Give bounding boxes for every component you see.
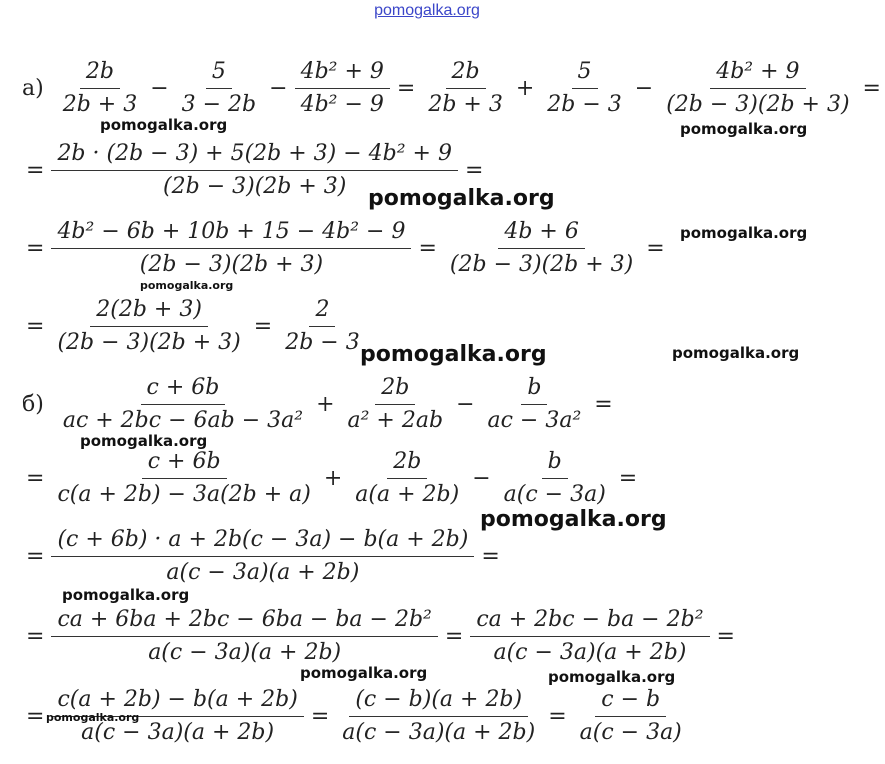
denominator: a(c − 3a) bbox=[503, 481, 606, 507]
fraction bbox=[342, 374, 450, 435]
fraction bbox=[336, 686, 541, 747]
fraction bbox=[279, 296, 366, 357]
operator: + bbox=[323, 465, 343, 491]
numerator: ca + 2bc − ba − 2b² bbox=[470, 606, 709, 637]
watermark: pomogalka.org bbox=[300, 664, 428, 682]
fraction bbox=[51, 218, 411, 279]
numerator: 2(2b + 3) bbox=[90, 296, 208, 327]
fraction bbox=[574, 686, 688, 747]
watermark: pomogalka.org bbox=[368, 186, 555, 211]
fraction bbox=[51, 606, 437, 667]
operator: − bbox=[150, 75, 169, 101]
watermark: pomogalka.org bbox=[80, 432, 208, 450]
numerator: 2b · (2b − 3) + 5(2b + 3) − 4b² + 9 bbox=[51, 140, 458, 171]
equals-sign: = bbox=[26, 703, 45, 729]
numerator: b bbox=[542, 448, 568, 479]
equals-sign: = bbox=[464, 157, 484, 183]
fraction bbox=[660, 58, 855, 119]
numerator: 4b² − 6b + 10b + 15 − 4b² − 9 bbox=[51, 218, 411, 249]
numerator: c + 6b bbox=[141, 374, 226, 405]
equals-sign: = bbox=[26, 313, 45, 339]
numerator: 5 bbox=[572, 58, 598, 89]
numerator: 2b bbox=[375, 374, 415, 405]
numerator: ca + 6ba + 2bc − 6ba − ba − 2b² bbox=[51, 606, 437, 637]
equals-sign: = bbox=[26, 465, 45, 491]
numerator: c + 6b bbox=[142, 448, 227, 479]
watermark: pomogalka.org bbox=[480, 507, 667, 532]
denominator: 2b + 3 bbox=[62, 91, 138, 117]
denominator: (2b − 3)(2b + 3) bbox=[163, 173, 347, 199]
numerator: b bbox=[521, 374, 547, 405]
watermark: pomogalka.org bbox=[360, 342, 547, 367]
operator: − bbox=[634, 75, 654, 101]
operator: − bbox=[456, 391, 475, 417]
denominator: 2b − 3 bbox=[547, 91, 622, 117]
site-header-link[interactable]: pomogalka.org bbox=[374, 2, 480, 19]
denominator: a(c − 3a)(a + 2b) bbox=[148, 639, 342, 665]
equals-sign: = bbox=[26, 157, 45, 183]
watermark: pomogalka.org bbox=[680, 120, 808, 138]
denominator: a(c − 3a) bbox=[579, 719, 682, 745]
equals-sign: = bbox=[594, 391, 613, 417]
operator: + bbox=[316, 391, 335, 417]
fraction bbox=[57, 374, 309, 435]
fraction bbox=[498, 448, 612, 509]
fraction bbox=[51, 526, 474, 587]
numerator: c(a + 2b) − b(a + 2b) bbox=[51, 686, 303, 717]
fraction bbox=[422, 58, 509, 119]
numerator: 5 bbox=[206, 58, 232, 89]
numerator: 2b bbox=[80, 58, 120, 89]
watermark: pomogalka.org bbox=[46, 711, 140, 724]
denominator: a(c − 3a)(a + 2b) bbox=[81, 719, 275, 745]
fraction bbox=[541, 58, 628, 119]
equals-sign: = bbox=[26, 623, 45, 649]
watermark: pomogalka.org bbox=[680, 224, 808, 242]
numerator: 4b² + 9 bbox=[710, 58, 805, 89]
denominator: 3 − 2b bbox=[181, 91, 257, 117]
operator: + bbox=[515, 75, 535, 101]
watermark: pomogalka.org bbox=[548, 668, 676, 686]
numerator: 2b bbox=[446, 58, 486, 89]
fraction bbox=[482, 374, 588, 435]
part-a-line-4 bbox=[22, 294, 369, 358]
denominator: 2b + 3 bbox=[428, 91, 503, 117]
equals-sign: = bbox=[548, 703, 567, 729]
fraction bbox=[444, 218, 639, 279]
fraction bbox=[51, 448, 316, 509]
equals-sign: = bbox=[862, 75, 881, 101]
part-b-label: б) bbox=[22, 391, 44, 417]
fraction bbox=[51, 296, 246, 357]
part-b-line-4 bbox=[22, 604, 739, 668]
numerator: (c + 6b) · a + 2b(c − 3a) − b(a + 2b) bbox=[51, 526, 474, 557]
denominator: c(a + 2b) − 3a(2b + a) bbox=[57, 481, 311, 507]
fraction bbox=[176, 58, 263, 119]
denominator: 2b − 3 bbox=[285, 329, 360, 355]
denominator: a(a + 2b) bbox=[355, 481, 460, 507]
part-b-line-1 bbox=[22, 372, 617, 436]
denominator: 4b² − 9 bbox=[300, 91, 384, 117]
denominator: ac − 3a² bbox=[487, 407, 582, 433]
part-b-line-3 bbox=[22, 524, 504, 588]
part-b-line-2 bbox=[22, 446, 641, 510]
denominator: a(c − 3a)(a + 2b) bbox=[493, 639, 687, 665]
fraction bbox=[470, 606, 709, 667]
equals-sign: = bbox=[418, 235, 437, 261]
denominator: (2b − 3)(2b + 3) bbox=[139, 251, 324, 277]
equals-sign: = bbox=[646, 235, 665, 261]
equals-sign: = bbox=[444, 623, 464, 649]
equals-sign: = bbox=[26, 543, 45, 569]
equals-sign: = bbox=[618, 465, 638, 491]
denominator: (2b − 3)(2b + 3) bbox=[57, 329, 241, 355]
numerator: 2 bbox=[309, 296, 335, 327]
fraction bbox=[295, 58, 390, 119]
numerator: c − b bbox=[595, 686, 666, 717]
numerator: (c − b)(a + 2b) bbox=[349, 686, 528, 717]
part-a-line-3 bbox=[22, 216, 669, 280]
watermark: pomogalka.org bbox=[62, 586, 190, 604]
equals-sign: = bbox=[310, 703, 330, 729]
operator: − bbox=[472, 465, 491, 491]
fraction bbox=[349, 448, 465, 509]
numerator: 2b bbox=[387, 448, 427, 479]
denominator: ac + 2bc − 6ab − 3a² bbox=[62, 407, 304, 433]
watermark: pomogalka.org bbox=[100, 116, 228, 134]
fraction bbox=[57, 58, 144, 119]
denominator: (2b − 3)(2b + 3) bbox=[449, 251, 634, 277]
numerator: 4b² + 9 bbox=[295, 58, 390, 89]
watermark: pomogalka.org bbox=[140, 279, 234, 292]
operator: − bbox=[269, 75, 288, 101]
denominator: a² + 2ab bbox=[347, 407, 444, 433]
denominator: (2b − 3)(2b + 3) bbox=[666, 91, 850, 117]
equals-sign: = bbox=[716, 623, 735, 649]
equals-sign: = bbox=[26, 235, 45, 261]
denominator: a(c − 3a)(a + 2b) bbox=[342, 719, 536, 745]
equals-sign: = bbox=[481, 543, 500, 569]
part-a-label: а) bbox=[22, 75, 44, 101]
watermark: pomogalka.org bbox=[672, 344, 800, 362]
part-a-line-1 bbox=[22, 56, 885, 120]
numerator: 4b + 6 bbox=[498, 218, 585, 249]
equals-sign: = bbox=[253, 313, 273, 339]
equals-sign: = bbox=[396, 75, 416, 101]
denominator: a(c − 3a)(a + 2b) bbox=[166, 559, 360, 585]
